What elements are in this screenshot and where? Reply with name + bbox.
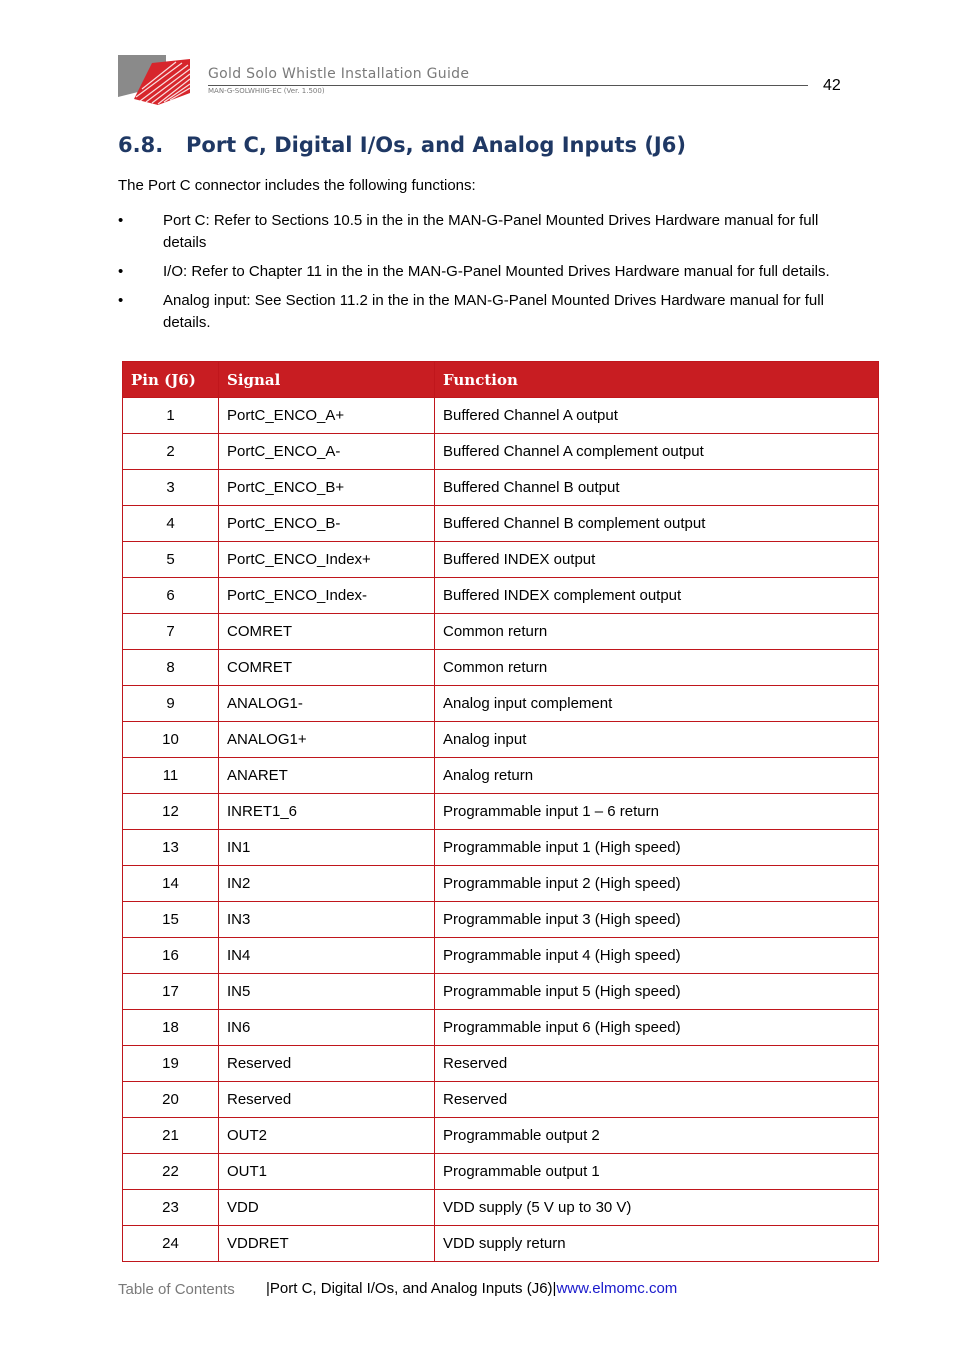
cell-signal: Reserved <box>219 1082 435 1118</box>
cell-function: Buffered Channel B complement output <box>435 506 879 542</box>
header-pin: Pin (J6) <box>123 362 219 398</box>
cell-pin: 2 <box>123 434 219 470</box>
cell-signal: IN5 <box>219 974 435 1010</box>
cell-function: Reserved <box>435 1082 879 1118</box>
table-row <box>123 866 879 902</box>
table-row <box>123 974 879 1010</box>
header-doc-title: Gold Solo Whistle Installation Guide <box>208 66 470 82</box>
cell-signal: IN3 <box>219 902 435 938</box>
cell-function: Programmable output 1 <box>435 1154 879 1190</box>
cell-signal: OUT2 <box>219 1118 435 1154</box>
cell-signal: PortC_ENCO_B- <box>219 506 435 542</box>
cell-signal: IN2 <box>219 866 435 902</box>
cell-pin: 8 <box>123 650 219 686</box>
cell-signal: COMRET <box>219 650 435 686</box>
footer-separator: | <box>266 1280 270 1297</box>
section-heading <box>118 133 686 157</box>
function-list <box>118 210 838 341</box>
cell-pin: 22 <box>123 1154 219 1190</box>
cell-function: Programmable input 4 (High speed) <box>435 938 879 974</box>
list-item-text: Analog input: See Section 11.2 in the in the MAN-G-Panel Mounted Drives Hardware manual for full details. <box>163 292 824 331</box>
table-row <box>123 650 879 686</box>
cell-function: Programmable input 1 – 6 return <box>435 794 879 830</box>
cell-signal: COMRET <box>219 614 435 650</box>
bullet-icon: • <box>118 212 124 229</box>
cell-function: Common return <box>435 650 879 686</box>
table-header-row <box>123 362 879 398</box>
cell-signal: PortC_ENCO_Index- <box>219 578 435 614</box>
cell-function: Buffered Channel A complement output <box>435 434 879 470</box>
list-item <box>118 261 838 283</box>
cell-function: Programmable input 5 (High speed) <box>435 974 879 1010</box>
header-doc-id: MAN-G-SOLWHIIG-EC (Ver. 1.500) <box>208 87 325 95</box>
intro-paragraph: The Port C connector includes the following functions: <box>118 177 476 194</box>
cell-function: Programmable input 2 (High speed) <box>435 866 879 902</box>
cell-function: VDD supply (5 V up to 30 V) <box>435 1190 879 1226</box>
cell-pin: 7 <box>123 614 219 650</box>
cell-signal: ANALOG1+ <box>219 722 435 758</box>
cell-signal: IN1 <box>219 830 435 866</box>
table-row <box>123 1226 879 1262</box>
pinout-table <box>122 361 879 1262</box>
table-row <box>123 938 879 974</box>
cell-pin: 11 <box>123 758 219 794</box>
table-row <box>123 398 879 434</box>
cell-pin: 3 <box>123 470 219 506</box>
cell-pin: 19 <box>123 1046 219 1082</box>
table-row <box>123 686 879 722</box>
bullet-icon: • <box>118 292 124 309</box>
table-row <box>123 506 879 542</box>
table-row <box>123 578 879 614</box>
cell-signal: ANALOG1- <box>219 686 435 722</box>
header-function: Function <box>435 362 879 398</box>
cell-signal: IN4 <box>219 938 435 974</box>
section-number: 6.8. <box>118 133 164 157</box>
cell-pin: 5 <box>123 542 219 578</box>
table-row <box>123 1154 879 1190</box>
footer-toc-link[interactable]: Table of Contents <box>118 1281 235 1298</box>
table-row <box>123 1190 879 1226</box>
cell-pin: 16 <box>123 938 219 974</box>
header-signal: Signal <box>219 362 435 398</box>
cell-pin: 15 <box>123 902 219 938</box>
cell-function: Common return <box>435 614 879 650</box>
section-title: Port C, Digital I/Os, and Analog Inputs (J6) <box>186 133 686 157</box>
table-row <box>123 542 879 578</box>
cell-signal: PortC_ENCO_Index+ <box>219 542 435 578</box>
table-body <box>123 398 879 1262</box>
table-row <box>123 1082 879 1118</box>
cell-pin: 18 <box>123 1010 219 1046</box>
list-item <box>118 210 838 254</box>
elmo-logo-icon <box>118 55 190 105</box>
cell-function: Reserved <box>435 1046 879 1082</box>
table-row <box>123 1046 879 1082</box>
cell-function: Programmable output 2 <box>435 1118 879 1154</box>
cell-signal: PortC_ENCO_A- <box>219 434 435 470</box>
table-row <box>123 1118 879 1154</box>
footer-separator: | <box>552 1280 557 1297</box>
table-row <box>123 794 879 830</box>
cell-pin: 13 <box>123 830 219 866</box>
cell-signal: Reserved <box>219 1046 435 1082</box>
list-item-text: Port C: Refer to Sections 10.5 in the in the MAN-G-Panel Mounted Drives Hardware manual for full details <box>163 212 819 251</box>
cell-function: Buffered INDEX complement output <box>435 578 879 614</box>
cell-pin: 24 <box>123 1226 219 1262</box>
cell-pin: 21 <box>123 1118 219 1154</box>
cell-pin: 23 <box>123 1190 219 1226</box>
cell-pin: 12 <box>123 794 219 830</box>
table-row <box>123 722 879 758</box>
footer-breadcrumb <box>266 1280 677 1297</box>
table-row <box>123 758 879 794</box>
cell-pin: 9 <box>123 686 219 722</box>
cell-pin: 10 <box>123 722 219 758</box>
cell-pin: 6 <box>123 578 219 614</box>
footer-section-title: Port C, Digital I/Os, and Analog Inputs (J6) <box>269 1280 553 1297</box>
cell-function: Analog input <box>435 722 879 758</box>
footer-website-link[interactable]: www.elmomc.com <box>556 1280 678 1297</box>
cell-pin: 20 <box>123 1082 219 1118</box>
cell-function: Analog return <box>435 758 879 794</box>
cell-function: Buffered Channel A output <box>435 398 879 434</box>
cell-function: VDD supply return <box>435 1226 879 1262</box>
cell-pin: 17 <box>123 974 219 1010</box>
cell-function: Programmable input 6 (High speed) <box>435 1010 879 1046</box>
cell-signal: IN6 <box>219 1010 435 1046</box>
cell-signal: VDDRET <box>219 1226 435 1262</box>
cell-function: Programmable input 3 (High speed) <box>435 902 879 938</box>
table-row <box>123 1010 879 1046</box>
cell-pin: 4 <box>123 506 219 542</box>
list-item <box>118 290 838 334</box>
table-row <box>123 902 879 938</box>
table-row <box>123 614 879 650</box>
cell-function: Programmable input 1 (High speed) <box>435 830 879 866</box>
cell-function: Analog input complement <box>435 686 879 722</box>
cell-signal: PortC_ENCO_A+ <box>219 398 435 434</box>
cell-function: Buffered INDEX output <box>435 542 879 578</box>
header-rule <box>208 85 808 86</box>
bullet-icon: • <box>118 263 124 280</box>
cell-signal: VDD <box>219 1190 435 1226</box>
cell-signal: OUT1 <box>219 1154 435 1190</box>
cell-pin: 1 <box>123 398 219 434</box>
list-item-text: I/O: Refer to Chapter 11 in the in the MAN-G-Panel Mounted Drives Hardware manual for full details. <box>163 263 830 280</box>
table-row <box>123 434 879 470</box>
cell-pin: 14 <box>123 866 219 902</box>
page-number: 42 <box>823 77 841 94</box>
cell-signal: ANARET <box>219 758 435 794</box>
cell-signal: PortC_ENCO_B+ <box>219 470 435 506</box>
cell-signal: INRET1_6 <box>219 794 435 830</box>
table-row <box>123 830 879 866</box>
cell-function: Buffered Channel B output <box>435 470 879 506</box>
table-row <box>123 470 879 506</box>
